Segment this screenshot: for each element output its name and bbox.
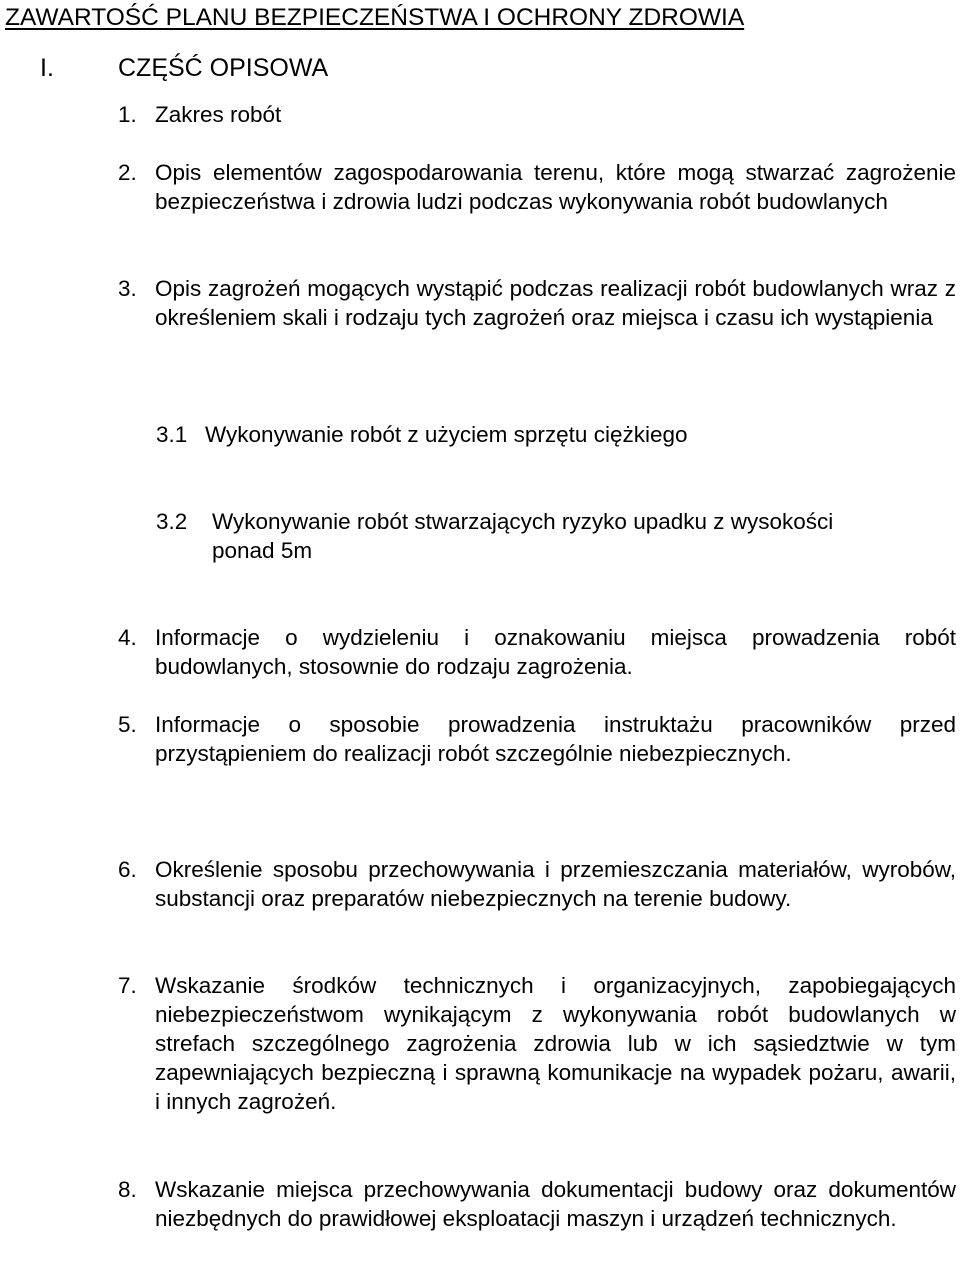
list-item-3 — [118, 274, 956, 332]
item-number: 1. — [118, 102, 137, 127]
item-text: Opis zagrożeń mogących wystąpić podczas realizacji robót budowlanych wraz z określeniem skali i rodzaju tych zagrożeń oraz miejsca i czasu ich wystąpienia — [155, 276, 956, 330]
part-label: CZĘŚĆ OPISOWA — [118, 54, 329, 82]
item-text: Określenie sposobu przechowywania i przemieszczania materiałów, wyrobów, substancji oraz preparatów niebezpiecznych na terenie budowy. — [155, 857, 956, 911]
item-text: Opis elementów zagospodarowania terenu, które mogą stwarzać zagrożenie bezpieczeństwa i zdrowia ludzi podczas wykonywania robót budowlanych — [155, 160, 956, 214]
list-item-5 — [118, 710, 956, 768]
list-item-4 — [118, 623, 956, 681]
item-number: 5. — [118, 712, 137, 737]
item-number: 6. — [118, 857, 137, 882]
item-number: 7. — [118, 973, 137, 998]
list-item-7 — [118, 971, 956, 1116]
sub-item-number: 3.2 — [156, 509, 188, 534]
sub-item-text: Wykonywanie robót stwarzających ryzyko upadku z wysokości ponad 5m — [212, 509, 834, 563]
list-item-6 — [118, 855, 956, 913]
part-heading — [40, 52, 328, 84]
list-item-1 — [118, 100, 956, 129]
document-title: ZAWARTOŚĆ PLANU BEZPIECZEŃSTWA I OCHRONY ZDROWIA — [5, 4, 745, 31]
item-number: 4. — [118, 625, 137, 650]
item-text: Informacje o sposobie prowadzenia instruktażu pracowników przed przystąpieniem do realizacji robót szczególnie niebezpiecznych. — [155, 712, 956, 766]
item-text: Wskazanie środków technicznych i organizacyjnych, zapobiegających niebezpieczeństwom wynikającym z wykonywania robót budowlanych w strefach szczególnego zagrożenia zdrowia lub w ich sąsiedztwie w tym zapewniających bezpieczną i sprawną komunikacje na wypadek pożaru, awarii, i innych zagrożeń. — [155, 973, 956, 1114]
item-number: 2. — [118, 160, 137, 185]
item-number: 8. — [118, 1177, 137, 1202]
part-number: I. — [40, 54, 54, 82]
item-text: Zakres robót — [155, 102, 282, 127]
list-item-8 — [118, 1175, 956, 1233]
sub-item-3-1 — [156, 420, 956, 449]
sub-item-text: Wykonywanie robót z użyciem sprzętu ciężkiego — [205, 422, 688, 447]
item-number: 3. — [118, 276, 137, 301]
sub-item-3-2 — [156, 507, 856, 565]
item-text: Informacje o wydzieleniu i oznakowaniu miejsca prowadzenia robót budowlanych, stosownie do rodzaju zagrożenia. — [155, 625, 956, 679]
sub-item-number: 3.1 — [156, 422, 188, 447]
list-item-2 — [118, 158, 956, 216]
item-text: Wskazanie miejsca przechowywania dokumentacji budowy oraz dokumentów niezbędnych do prawidłowej eksploatacji maszyn i urządzeń technicznych. — [155, 1177, 956, 1231]
